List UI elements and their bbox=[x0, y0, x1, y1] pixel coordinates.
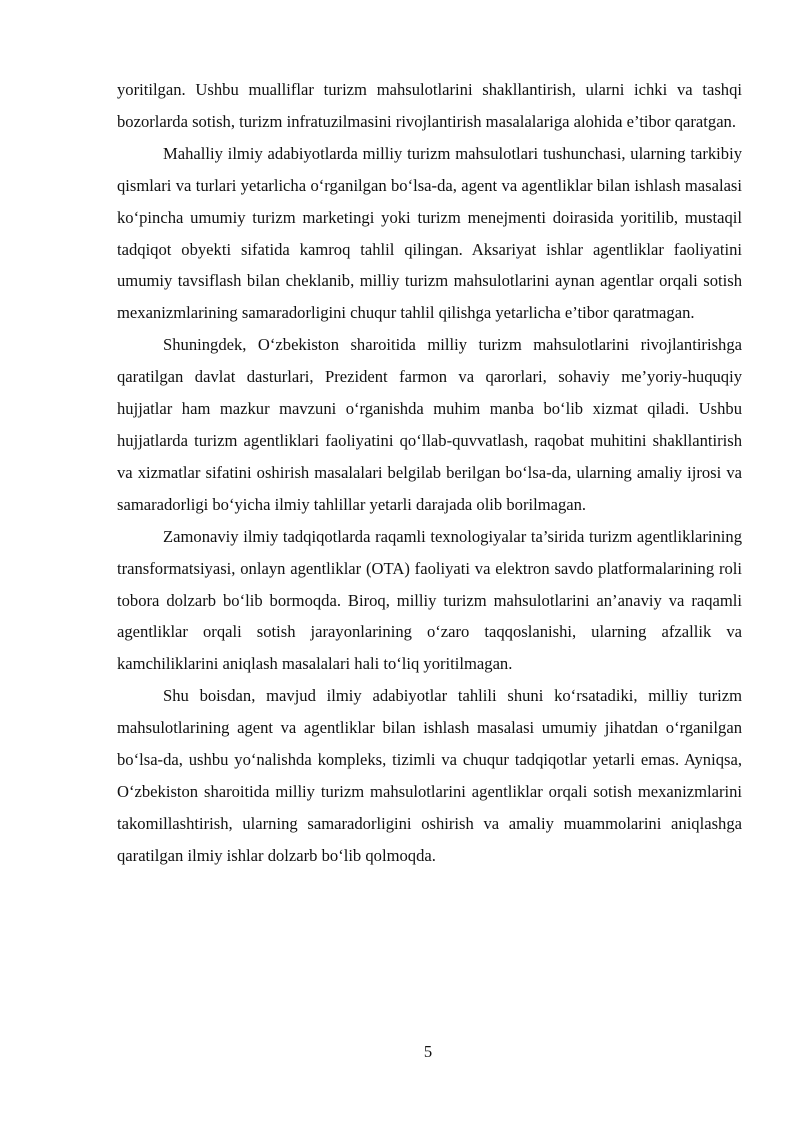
paragraph: Shu boisdan, mavjud ilmiy adabiyotlar tahlili shuni ko‘rsatadiki, milliy turizm mahsulotlarining agent va agentliklar bilan ishlash masalasi umumiy jihatdan o‘rganilgan bo‘lsa-da, ushbu yo‘nalishda kompleks, tizimli va chuqur tadqiqotlar yetarli emas. Ayniqsa, O‘zbekiston sharoitida milliy turizm mahsulotlarini agentliklar orqali sotish mexanizmlarini takomillashtirish, ularning samaradorligini oshirish va amaliy muammolarini aniqlashga qaratilgan ilmiy ishlar dolzarb bo‘lib qolmoqda. bbox=[117, 686, 742, 865]
paragraph: Mahalliy ilmiy adabiyotlarda milliy turizm mahsulotlari tushunchasi, ularning tarkibiy qismlari va turlari yetarlicha o‘rganilgan bo‘lsa-da, agent va agentliklar bilan ishlash masalasi ko‘pincha umumiy turizm marketingi yoki turizm menejmenti doirasida yoritilib, mustaqil tadqiqot obyekti sifatida kamroq tahlil qilingan. Aksariyat ishlar agentliklar faoliyatini umumiy tavsiflash bilan cheklanib, milliy turizm mahsulotlarini aynan agentlar orqali sotish mexanizmlarining samaradorligini chuqur tahlil qilishga yetarlicha e’tibor qaratmagan. bbox=[117, 143, 742, 323]
paragraph: Shuningdek, O‘zbekiston sharoitida milliy turizm mahsulotlarini rivojlantirishga qaratilgan davlat dasturlari, Prezident farmon va qarorlari, sohaviy me’yoriy-huquqiy hujjatlar ham mazkur mavzuni o‘rganishda muhim manba bo‘lib xizmat qiladi. Ushbu hujjatlarda turizm agentliklari faoliyatini qo‘llab-quvvatlash, raqobat muhitini shakllantirish va xizmatlar sifatini oshirish masalalari belgilab berilgan bo‘lsa-da, ularning amaliy ijrosi va samaradorligi bo‘yicha ilmiy tahlillar yetarli darajada olib borilmagan. bbox=[117, 335, 742, 514]
paragraph: Zamonaviy ilmiy tadqiqotlarda raqamli texnologiyalar ta’sirida turizm agentliklarining transformatsiyasi, onlayn agentliklar (OTA) faoliyati va elektron savdo platformalarining roli tobora dolzarb bo‘lib bormoqda. Biroq, milliy turizm mahsulotlarini an’anaviy va raqamli agentliklar orqali sotish jarayonlarining o‘zaro taqqoslanishi, ularning afzallik va kamchiliklarini aniqlash masalalari hali to‘liq yoritilmagan. bbox=[117, 526, 742, 674]
page-number: 5 bbox=[423, 1042, 433, 1061]
paragraph-continuation: yoritilgan. Ushbu mualliflar turizm mahsulotlarini shakllantirish, ularni ichki va tashqi bozorlarda sotish, turizm infratuzilmasini rivojlantirish masalalariga alohida e’tibor qaratgan. bbox=[117, 80, 742, 131]
body-text bbox=[117, 74, 742, 872]
